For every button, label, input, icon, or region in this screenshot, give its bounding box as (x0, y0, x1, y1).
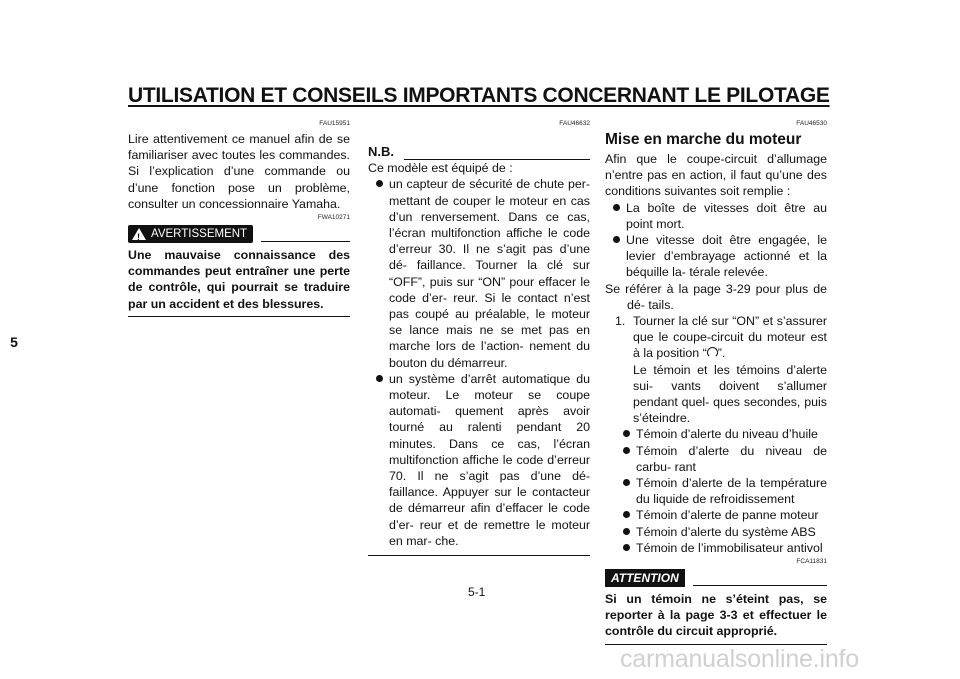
list-item: Témoin d’alerte de la température du liquide de refroidissement (615, 475, 827, 507)
nb-header (368, 144, 590, 160)
step-1 (605, 313, 827, 362)
list-item: un système d’arrêt automatique du moteur. Le moteur se coupe automati- quement après avoir tourné au ralenti pendant 20 minutes. Dans ce cas, l’écran multifonction affiche le code d’erreur 70. Il ne s’agit pas d’une dé- faillance. Appuyer sur le contacteur de démarreur afin d’effacer le code d’er- reur et de remettre le moteur en mar- che. (368, 371, 590, 549)
step-number: 1. (615, 314, 626, 329)
list-item: Témoin d’alerte du système ABS (615, 524, 827, 540)
caution-badge: ATTENTION (605, 569, 685, 587)
section-intro: Afin que le coupe-circuit d’allumage n’entre pas en action, il faut qu’une des conditions suivantes soit remplie : (605, 152, 827, 199)
column-left (128, 120, 350, 317)
watermark: carmanualsonline.info (620, 645, 860, 673)
warning-triangle-icon (132, 228, 146, 240)
nb-bottom-rule (368, 555, 590, 556)
chapter-tab: 5 (10, 334, 18, 350)
reference-code: FAU15951 (319, 120, 350, 127)
list-item: Témoin de l’immobilisateur antivol (615, 540, 827, 556)
step-text: Tourner la clé sur “ON” et s’assurer que le coupe-circuit du moteur est à la position “ (633, 314, 827, 361)
page-number: 5-1 (468, 585, 486, 599)
caution-rule (693, 571, 827, 586)
nb-intro: Ce modèle est équipé de : (368, 161, 513, 176)
warning-text: Une mauvaise connaissance des commandes peut entraîner une perte de contrôle, qui pourrait se traduire par un accident et des blessures. (128, 247, 350, 317)
caution-text: Si un témoin ne s’éteint pas, se reporter à la page 3-3 et effectuer le contrôle du circuit approprié. (605, 591, 827, 645)
warning-label: AVERTISSEMENT (151, 227, 248, 240)
ignition-run-icon (707, 347, 718, 358)
reference-code: FAU46632 (559, 120, 590, 127)
list-item: Témoin d’alerte du niveau d’huile (615, 426, 827, 442)
warning-rule (261, 227, 350, 242)
caution-header (605, 569, 827, 587)
see-page-note: Se référer à la page 3-29 pour plus de dé- tails. (605, 281, 827, 312)
list-item: La boîte de vitesses doit être au point mort. (605, 200, 827, 232)
warning-badge (128, 225, 253, 243)
list-item: Témoin d’alerte du niveau de carbu- rant (615, 443, 827, 475)
reference-code: FWA10271 (317, 214, 350, 222)
list-item: Une vitesse doit être engagée, le levier d’embrayage actionné et la béquille la- térale relevée. (605, 232, 827, 281)
list-item: Témoin d’alerte de panne moteur (615, 507, 827, 523)
nb-rule (404, 149, 590, 160)
intro-paragraph: Lire attentivement ce manuel afin de se familiariser avec toutes les commandes. Si l’explication d’une commande ou d’une fonction pose un problème, consulter un concessionnaire Yamaha. (128, 132, 350, 211)
list-item: un capteur de sécurité de chute per- mettant de couper le moteur en cas d’un renversement. Dans ce cas, l’écran multifonction affiche le code d’erreur 30. Il ne s’agit pas d’une dé- faillance. Tourner la clé sur “OFF”, puis sur “ON” pour effacer le code d’er- reur. Si le contact n’est pas coupé au préalable, le moteur se lance mais ne se met pas en marche lors de l’action- nement du bouton du démarreur. (368, 176, 590, 370)
column-right (605, 120, 827, 645)
step-note: Le témoin et les témoins d’alerte sui- vants doivent s’allumer pendant quel- ques secondes, puis s’éteindre. (633, 362, 827, 426)
reference-code: FCA11831 (796, 558, 827, 566)
step-text-end: ”. (717, 346, 726, 361)
section-title: Mise en marche du moteur (605, 131, 802, 148)
nb-label: N.B. (368, 144, 394, 159)
warning-header (128, 225, 350, 243)
column-middle (368, 120, 590, 556)
reference-code: FAU46530 (796, 120, 827, 127)
page-title: UTILISATION ET CONSEILS IMPORTANTS CONCERNANT LE PILOTAGE (128, 84, 830, 107)
